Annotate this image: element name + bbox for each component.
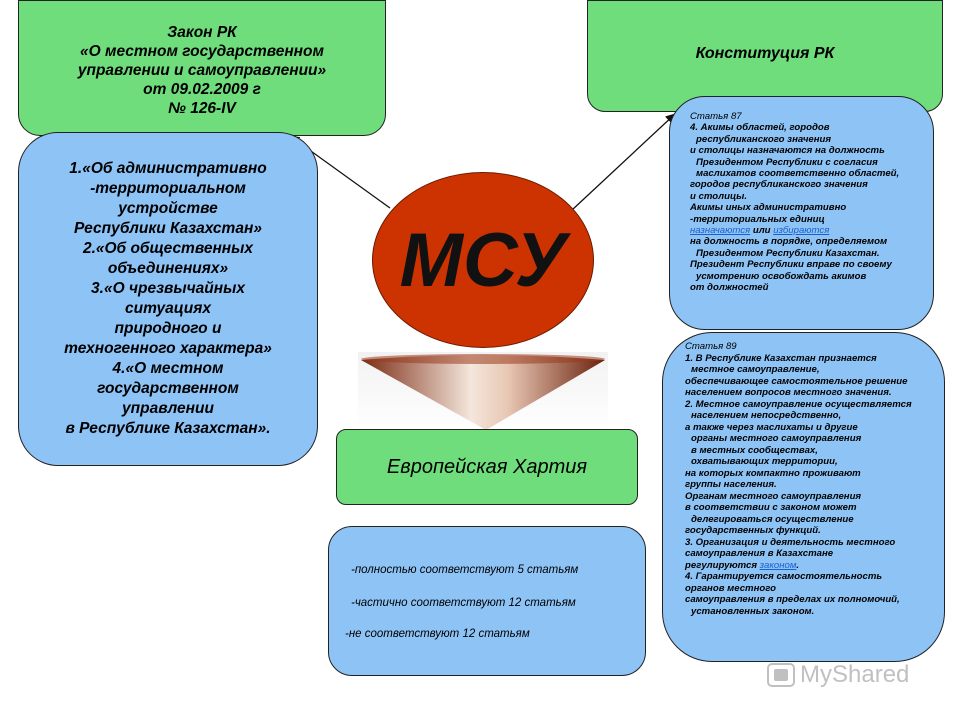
article-89-line: местное самоуправление, <box>691 364 820 375</box>
article-89-line: самоуправления в пределах их полномочий, <box>685 594 900 605</box>
article-87-line: от должностей <box>690 282 769 294</box>
article-87-box <box>669 96 934 330</box>
article-87-line: Президентом Республики с согласия <box>696 156 878 168</box>
watermark <box>766 657 926 693</box>
article-89-heading: Статья 89 <box>685 341 737 352</box>
compliance-box <box>328 526 646 676</box>
article-89-line: Органам местного самоуправления <box>685 490 862 502</box>
law-link[interactable]: законом <box>759 559 797 571</box>
laws-line: 3.«О чрезвычайных <box>91 280 245 297</box>
article-89-line: 2. Местное самоуправление осуществляется <box>685 398 912 410</box>
article-89-line: государственных функций. <box>685 525 821 536</box>
compliance-item: -не соответствуют 12 статьям <box>345 628 530 640</box>
article-89-line: а также через маслихаты и другие <box>685 421 858 433</box>
article-87-line: Президент Республики вправе по своему <box>690 259 892 271</box>
law-line: от 09.02.2009 г <box>143 80 261 98</box>
laws-line: Республики Казахстан» <box>74 220 262 237</box>
article-89-line: органы местного самоуправления <box>691 433 862 444</box>
european-charter-box <box>336 429 638 505</box>
article-87-link-line <box>690 225 923 236</box>
article-89-regulation-line <box>685 560 936 572</box>
article-89-box <box>662 332 945 662</box>
article-89-line: 1. В Республике Казахстан признается <box>685 352 877 364</box>
regulation-suffix: . <box>796 559 800 571</box>
article-87-line: Президентом Республики Казахстан. <box>696 247 880 259</box>
laws-line: управлении <box>122 400 214 417</box>
article-87-line: республиканского значения <box>696 133 832 145</box>
article-89-line: охватывающих территории, <box>691 456 838 467</box>
article-87-line: и столицы. <box>690 190 748 202</box>
article-89-line: 4. Гарантируется самостоятельность <box>685 571 883 582</box>
law-line: № 126-IV <box>168 99 236 117</box>
article-89-line: делегироваться осуществление <box>691 513 854 525</box>
laws-line: 4.«О местном <box>112 360 224 377</box>
laws-line: -территориальном <box>90 180 246 197</box>
laws-line: в Республике Казахстан». <box>65 420 271 437</box>
article-89-line: на которых компактно проживают <box>685 467 861 479</box>
article-87-line: -территориальных единиц <box>690 213 825 225</box>
laws-line: устройстве <box>118 200 218 217</box>
laws-line: техногенного характера» <box>64 340 272 357</box>
law-line: Закон РК <box>167 23 237 41</box>
appointed-link[interactable]: назначаются <box>690 225 751 237</box>
article-87-line: на должность в порядке, определяемом <box>690 236 888 248</box>
article-87-line: и столицы назначаются на должность <box>690 145 885 157</box>
watermark-logo-icon <box>766 660 796 690</box>
article-89-line: 3. Организация и деятельность местного <box>685 536 896 548</box>
article-89-line: населением вопросов местного значения. <box>685 387 892 398</box>
charter-title: Европейская Хартия <box>386 455 588 478</box>
regulation-prefix: регулируются <box>685 559 760 571</box>
law-box <box>18 0 386 136</box>
article-89-line: органов местного <box>685 582 776 594</box>
article-87-heading: Статья 87 <box>690 111 742 122</box>
article-89-line: самоуправления в Казахстане <box>685 548 834 559</box>
laws-line: объединениях» <box>107 260 229 277</box>
compliance-item: -частично соответствуют 12 статьям <box>351 597 576 609</box>
article-87-line: маслихатов соответственно областей, <box>696 168 900 180</box>
constitution-title: Конституция РК <box>695 45 835 62</box>
article-87-line: 4. Акимы областей, городов <box>690 122 830 134</box>
article-87-line: городов республиканского значения <box>690 179 868 191</box>
compliance-item: -полностью соответствуют 5 статьям <box>351 564 579 576</box>
watermark-text: MyShared <box>800 661 910 688</box>
law-line: управлении и самоуправлении» <box>77 61 327 79</box>
laws-line: 1.«Об административно <box>69 160 267 177</box>
article-89-line: установленных законом. <box>691 605 815 617</box>
article-87-line: усмотрению освобождать акимов <box>696 270 867 282</box>
article-89-line: населением непосредственно, <box>691 410 842 421</box>
laws-line: природного и <box>114 320 222 337</box>
laws-list-box <box>18 132 318 466</box>
msu-center-circle <box>372 172 594 348</box>
article-87-line: Акимы иных административно <box>690 202 847 214</box>
article-89-line: группы населения. <box>685 479 777 490</box>
article-89-line: обеспечивающее самостоятельное решение <box>685 375 908 387</box>
article-89-line: в местных сообществах, <box>691 444 818 456</box>
link-separator: или <box>750 225 774 237</box>
laws-line: ситуациях <box>125 300 211 317</box>
cone-graphic <box>358 352 608 432</box>
laws-line: 2.«Об общественных <box>82 240 254 257</box>
msu-label: МСУ <box>399 217 567 303</box>
elected-link[interactable]: избираются <box>773 225 830 237</box>
laws-line: государственном <box>97 380 239 397</box>
arrow-to-constitution <box>572 114 675 210</box>
law-line: «О местном государственном <box>80 42 324 60</box>
article-89-line: в соответствии с законом может <box>685 502 857 513</box>
